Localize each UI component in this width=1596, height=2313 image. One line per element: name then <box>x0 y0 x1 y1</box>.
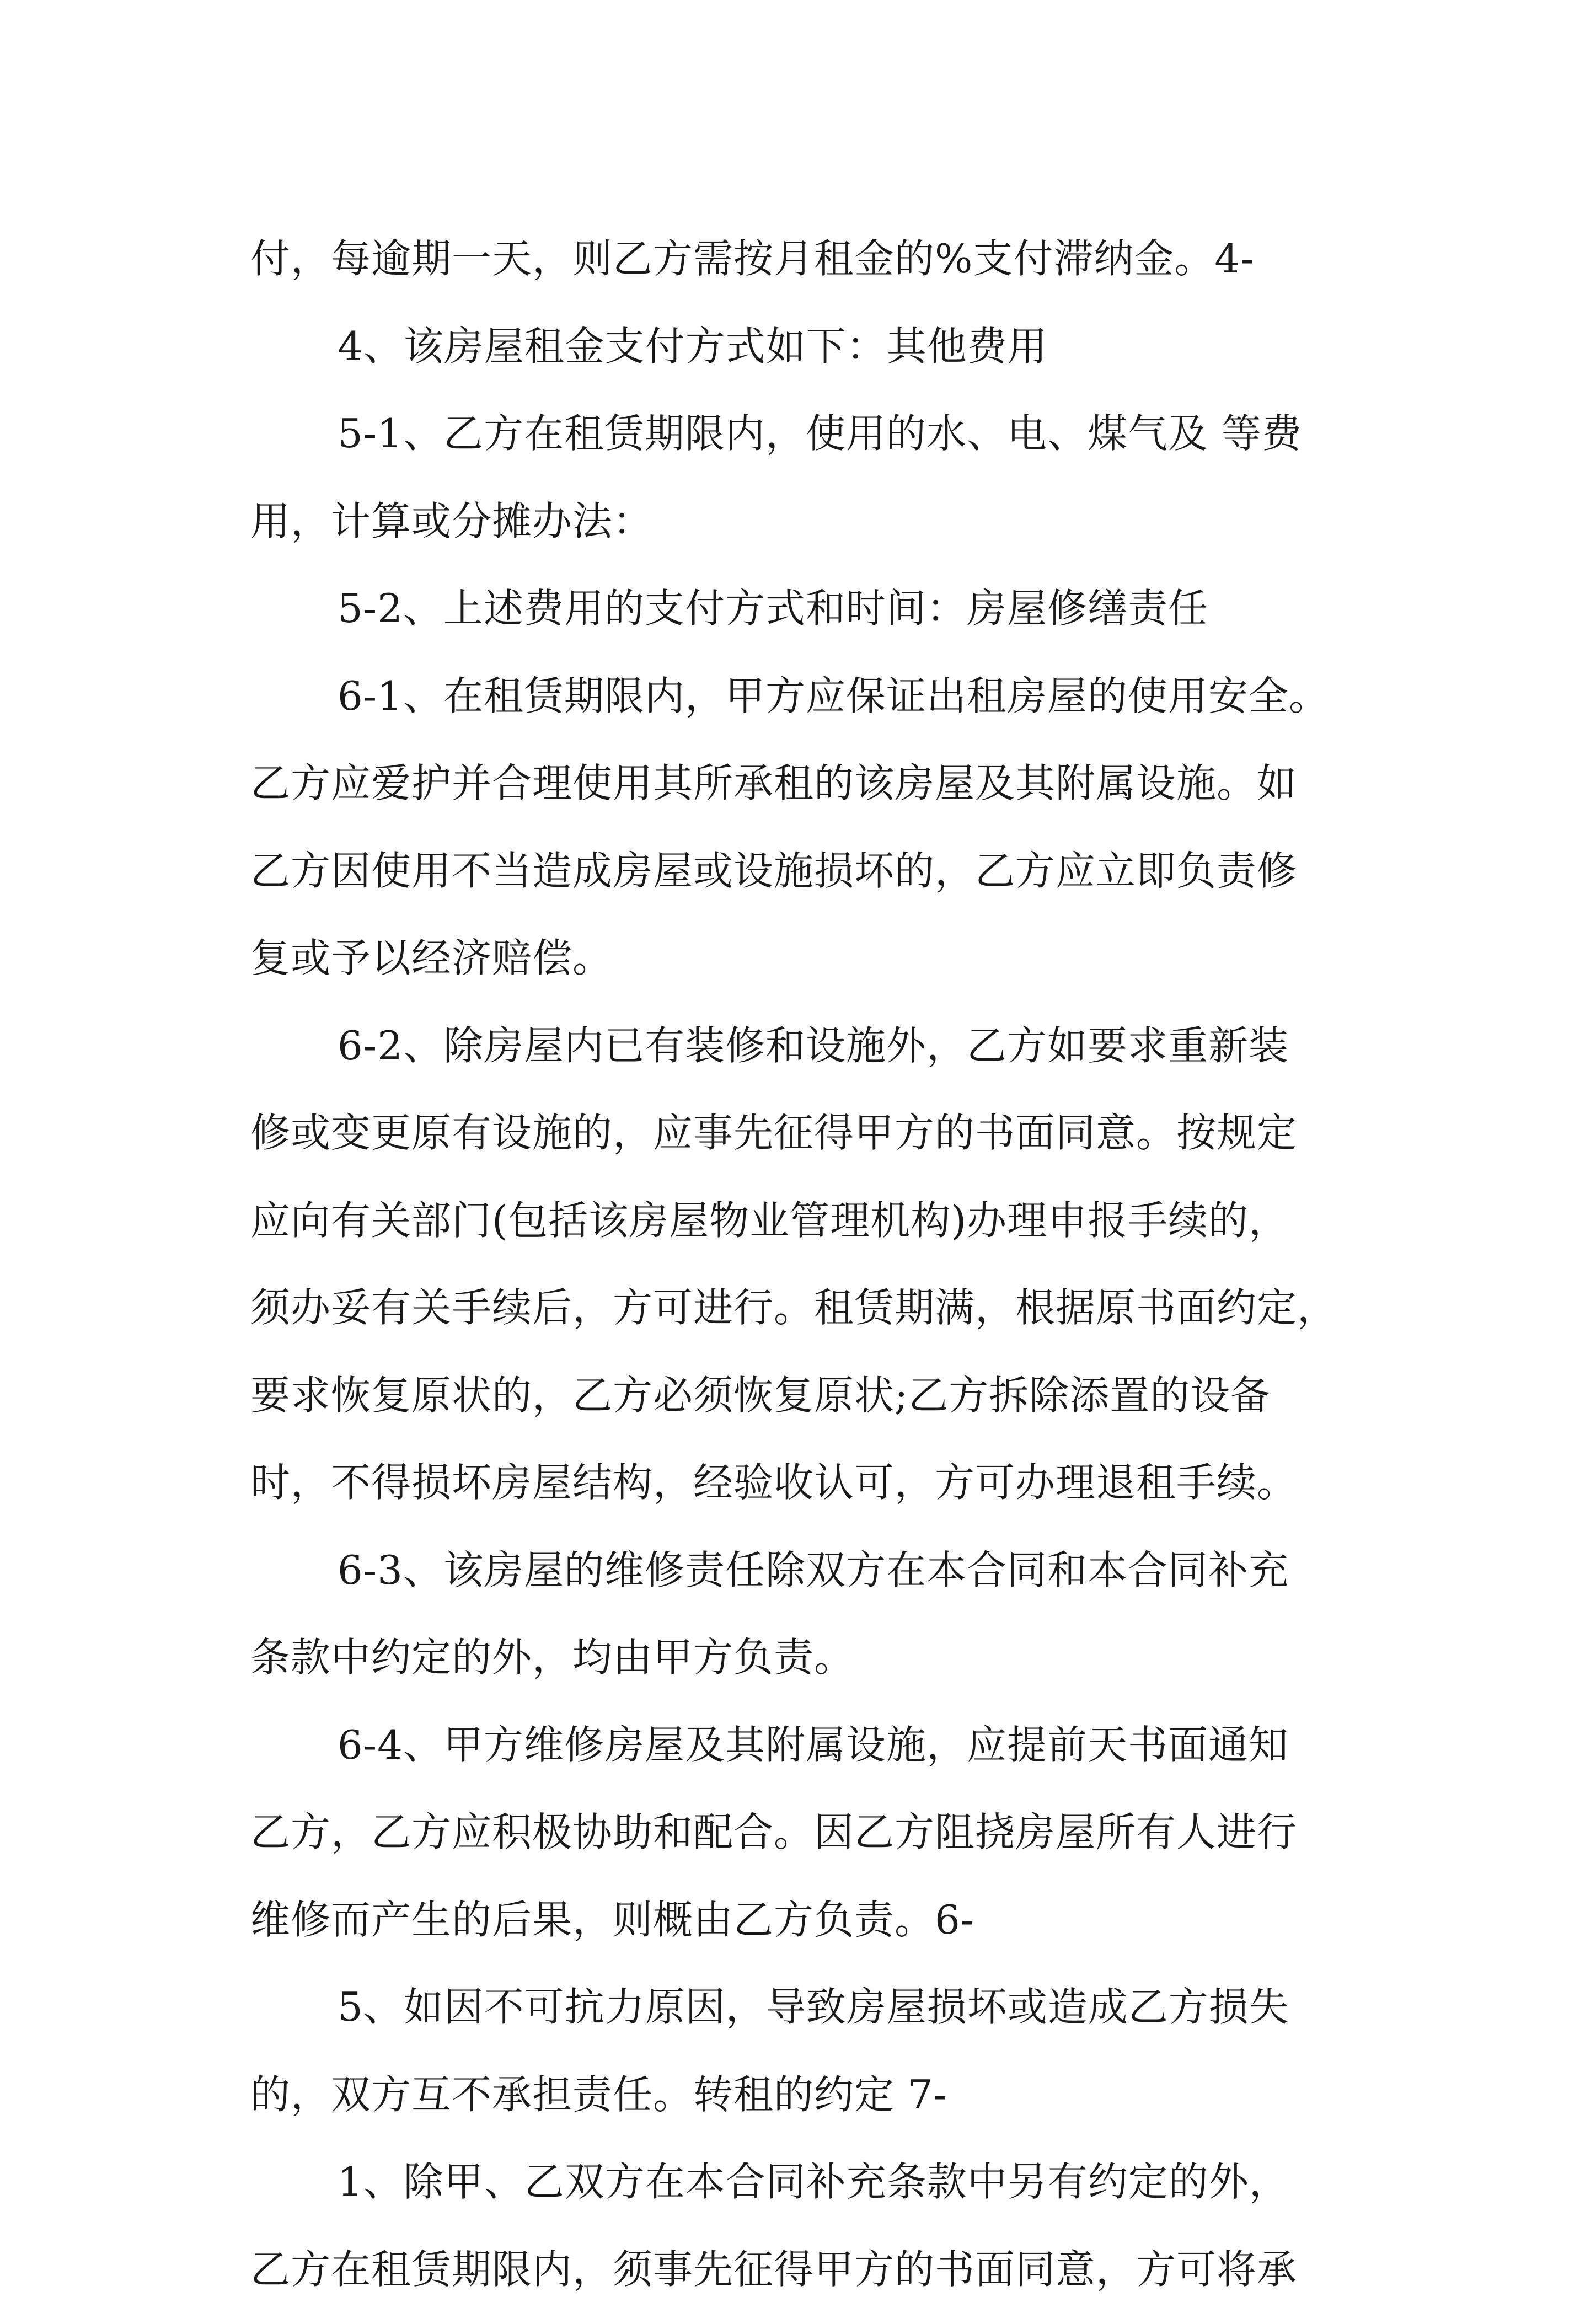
text-line: 乙方，乙方应积极协助和配合。因乙方阻挠房屋所有人进行 <box>250 1789 1364 1876</box>
text-line: 6-3、该房屋的维修责任除双方在本合同和本合同补充 <box>250 1527 1364 1614</box>
text-line: 时，不得损坏房屋结构，经验收认可，方可办理退租手续。 <box>250 1439 1364 1527</box>
text-line: 6-2、除房屋内已有装修和设施外，乙方如要求重新装 <box>250 1002 1364 1090</box>
text-line: 的，双方互不承担责任。转租的约定 7- <box>250 2051 1364 2139</box>
text-line: 5、如因不可抗力原因，导致房屋损坏或造成乙方损失 <box>250 1963 1364 2051</box>
text-line: 4、该房屋租金支付方式如下：其他费用 <box>250 303 1364 390</box>
text-line: 6-4、甲方维修房屋及其附属设施，应提前天书面通知 <box>250 1701 1364 1789</box>
text-line: 用，计算或分摊办法： <box>250 478 1364 565</box>
paragraph <box>250 2138 1364 2313</box>
text-line: 条款中约定的外，均由甲方负责。 <box>250 1614 1364 1701</box>
paragraph <box>250 565 1364 652</box>
paragraph <box>250 652 1364 1002</box>
text-line: 1、除甲、乙双方在本合同补充条款中另有约定的外， <box>250 2138 1364 2226</box>
paragraph <box>250 1002 1364 1527</box>
text-line: 乙方因使用不当造成房屋或设施损坏的，乙方应立即负责修 <box>250 827 1364 915</box>
text-line: 5-1、乙方在租赁期限内，使用的水、电、煤气及 等费 <box>250 390 1364 478</box>
text-line: 维修而产生的后果，则概由乙方负责。6- <box>250 1876 1364 1964</box>
paragraph <box>250 390 1364 565</box>
paragraph <box>250 1527 1364 1701</box>
paragraph <box>250 1963 1364 2138</box>
text-line: 复或予以经济赔偿。 <box>250 914 1364 1002</box>
text-line: 付，每逾期一天，则乙方需按月租金的%支付滞纳金。4- <box>250 215 1364 303</box>
text-line: 5-2、上述费用的支付方式和时间：房屋修缮责任 <box>250 565 1364 652</box>
paragraph <box>250 1701 1364 1964</box>
text-line: 6-1、在租赁期限内，甲方应保证出租房屋的使用安全。 <box>250 652 1364 740</box>
text-line: 应向有关部门(包括该房屋物业管理机构)办理申报手续的， <box>250 1177 1364 1265</box>
text-line: 乙方在租赁期限内，须事先征得甲方的书面同意，方可将承 <box>250 2226 1364 2313</box>
paragraph <box>250 303 1364 390</box>
paragraph <box>250 215 1364 303</box>
text-line: 乙方应爱护并合理使用其所承租的该房屋及其附属设施。如 <box>250 740 1364 827</box>
document-body <box>250 215 1364 2313</box>
text-line: 须办妥有关手续后，方可进行。租赁期满，根据原书面约定， <box>250 1264 1364 1352</box>
text-line: 要求恢复原状的，乙方必须恢复原状;乙方拆除添置的设备 <box>250 1352 1364 1439</box>
text-line: 修或变更原有设施的，应事先征得甲方的书面同意。按规定 <box>250 1089 1364 1177</box>
